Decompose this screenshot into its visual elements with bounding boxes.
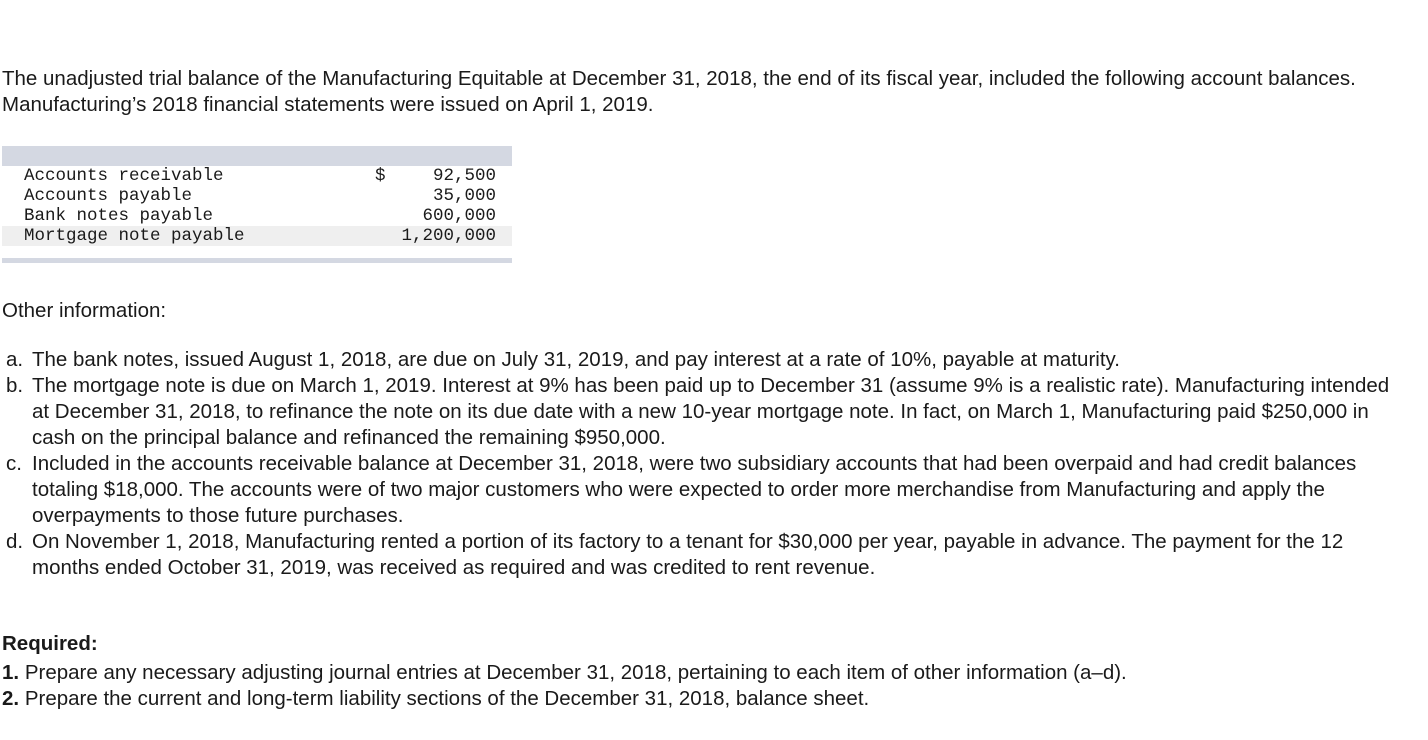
table-row xyxy=(2,166,512,186)
account-amount: 1,200,000 xyxy=(401,226,496,246)
item-label: a. xyxy=(6,348,24,371)
table-footer-band xyxy=(2,258,512,263)
item-text: The bank notes, issued August 1, 2018, are due on July 31, 2019, and pay interest at a rate of 10%, payable at maturity. xyxy=(32,348,1120,371)
account-name: Accounts receivable xyxy=(24,166,224,186)
required-heading: Required: xyxy=(2,632,98,655)
item-text: The mortgage note is due on March 1, 2019. Interest at 9% has been paid up to December 31 (assume 9% is a realistic rate). Manufacturing intended at December 31, 2018, to refinance the note on its due date with a new 10-year mortgage note. In fact, on March 1, Manufacturing paid $250,000 in cash on the principal balance and refinanced the remaining $950,000. xyxy=(32,374,1390,449)
account-name: Bank notes payable xyxy=(24,206,214,226)
table-row xyxy=(2,206,512,226)
requirement-number: 2. xyxy=(2,687,20,710)
list-item xyxy=(6,373,1411,451)
list-item xyxy=(2,660,1407,686)
item-label: d. xyxy=(6,530,24,553)
requirement-text: Prepare the current and long-term liability sections of the December 31, 2018, balance sheet. xyxy=(24,687,870,710)
other-information-list xyxy=(6,347,1411,581)
item-label: c. xyxy=(6,452,22,475)
list-item xyxy=(2,686,1407,712)
account-amount: 35,000 xyxy=(432,186,496,206)
item-text: Included in the accounts receivable balance at December 31, 2018, were two subsidiary accounts that had been overpaid and had credit balances totaling $18,000. The accounts were of two major customers who were expected to order more merchandise from Manufacturing and apply the overpayments to those future purchases. xyxy=(32,452,1357,527)
item-label: b. xyxy=(6,374,24,397)
list-item xyxy=(6,529,1411,581)
requirement-number: 1. xyxy=(2,661,20,684)
list-item xyxy=(6,451,1411,529)
account-amount: 600,000 xyxy=(422,206,496,226)
account-name: Mortgage note payable xyxy=(24,226,245,246)
table-header-band xyxy=(2,146,512,166)
problem-intro: The unadjusted trial balance of the Manufacturing Equitable at December 31, 2018, the end of its fiscal year, included the following account balances. Manufacturing’s 2018 financial statements were issued on April 1, 2019. xyxy=(2,67,1356,116)
list-item xyxy=(6,347,1411,373)
account-amount: 92,500 xyxy=(432,166,496,186)
requirement-text: Prepare any necessary adjusting journal entries at December 31, 2018, pertaining to each item of other information (a–d). xyxy=(24,661,1127,684)
table-row xyxy=(2,226,512,246)
currency-symbol: $ xyxy=(375,166,386,186)
table-row xyxy=(2,186,512,206)
required-list xyxy=(2,660,1407,712)
account-name: Accounts payable xyxy=(24,186,193,206)
trial-balance-rows xyxy=(2,166,512,246)
other-information-heading: Other information: xyxy=(2,299,167,322)
item-text: On November 1, 2018, Manufacturing rented a portion of its factory to a tenant for $30,000 per year, payable in advance. The payment for the 12 months ended October 31, 2019, was received as required and was credited to rent revenue. xyxy=(32,530,1344,579)
